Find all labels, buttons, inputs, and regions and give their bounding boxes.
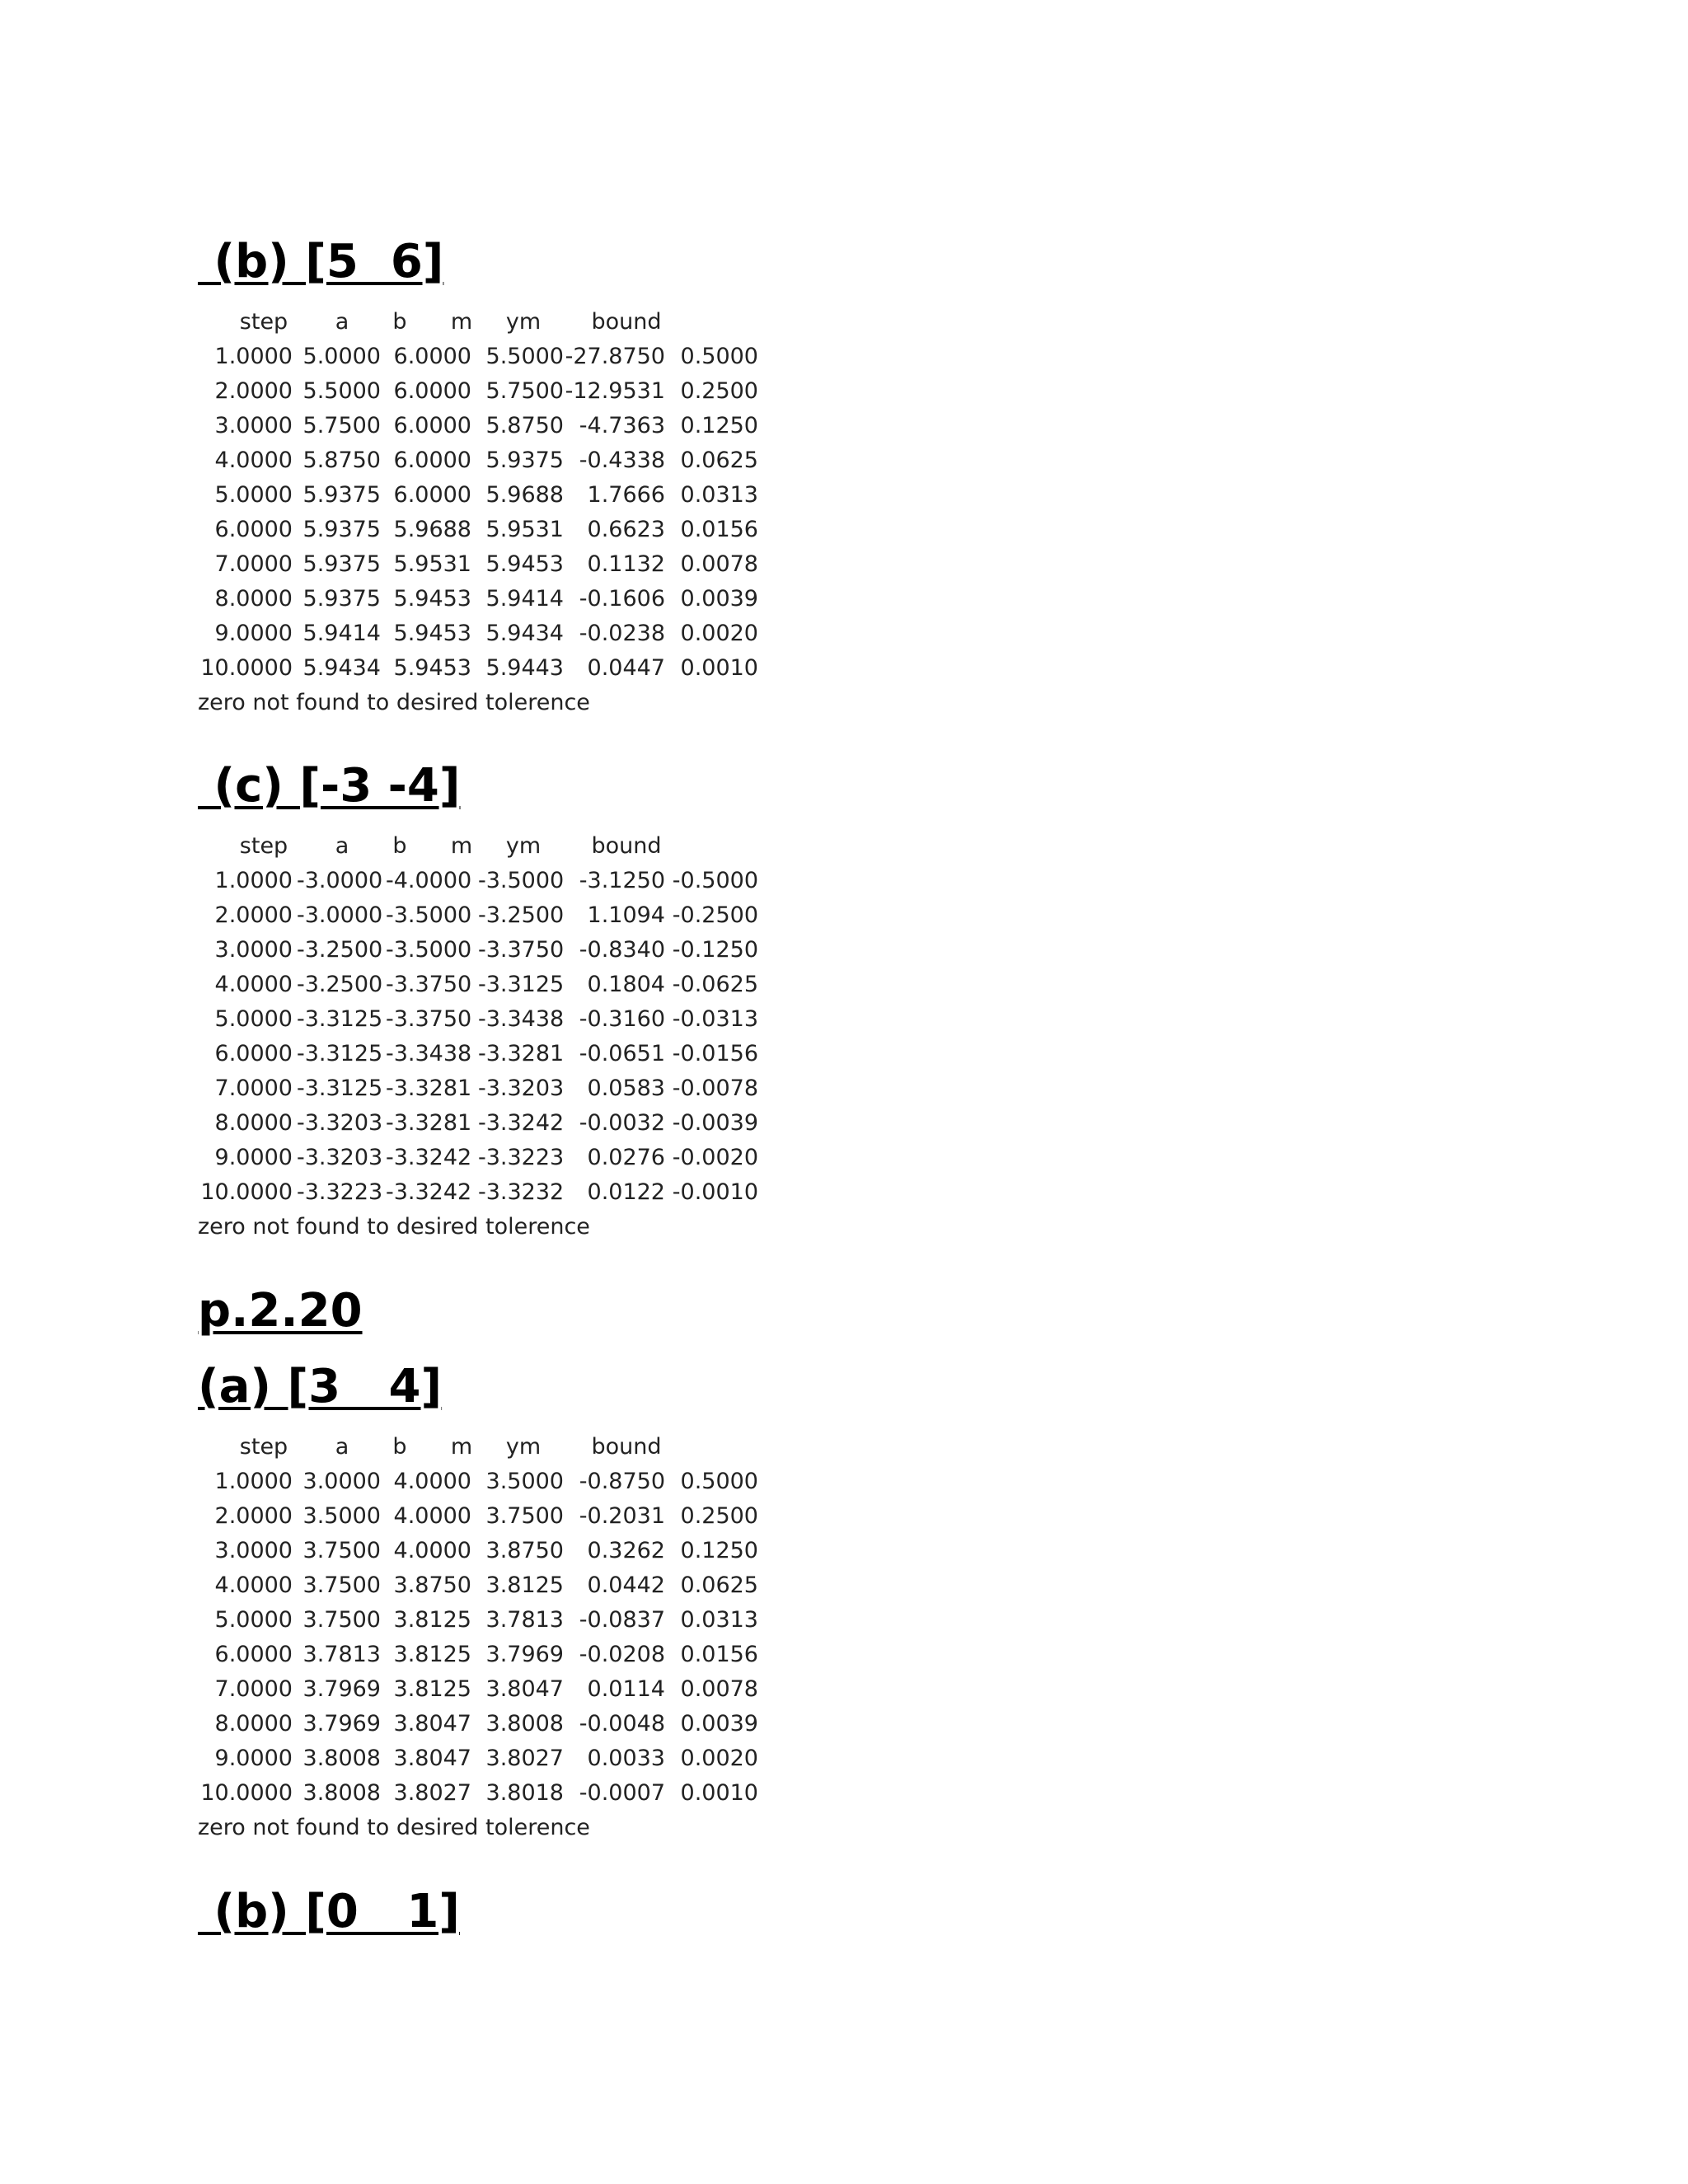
cell-step: 7.0000 xyxy=(214,551,293,577)
section-heading-b-5-6: (b) [5 6] xyxy=(198,235,444,288)
cell-a: -3.3125 xyxy=(297,1041,383,1066)
column-header-ym: ym xyxy=(505,1434,542,1460)
cell-ym: 0.6623 xyxy=(587,517,665,542)
column-header-a: a xyxy=(335,833,349,859)
cell-b: -3.5000 xyxy=(386,937,472,963)
table-header-row xyxy=(198,829,940,864)
cell-bound: -0.5000 xyxy=(672,868,758,893)
cell-ym: -0.0208 xyxy=(579,1642,665,1667)
column-header-ym: ym xyxy=(505,833,542,859)
cell-bound: 0.0039 xyxy=(680,586,758,612)
table-row xyxy=(198,1175,940,1210)
cell-a: 3.8008 xyxy=(302,1746,381,1771)
cell-bound: -0.0039 xyxy=(672,1110,758,1136)
cell-a: -3.0000 xyxy=(297,902,383,928)
cell-b: -3.3242 xyxy=(386,1179,472,1205)
cell-bound: 0.0156 xyxy=(680,517,758,542)
cell-a: 3.7500 xyxy=(302,1572,381,1598)
cell-step: 8.0000 xyxy=(214,586,293,612)
cell-b: 3.8125 xyxy=(393,1676,471,1702)
column-header-bound: bound xyxy=(591,833,662,859)
cell-a: -3.2500 xyxy=(297,937,383,963)
cell-ym: 0.1804 xyxy=(587,972,665,997)
bisection-table-c-neg3-neg4 xyxy=(198,829,940,1244)
cell-step: 2.0000 xyxy=(214,902,293,928)
table-body xyxy=(198,1465,940,1811)
cell-a: 3.8008 xyxy=(302,1780,381,1806)
cell-b: -3.3281 xyxy=(386,1076,472,1101)
cell-a: 5.8750 xyxy=(302,448,381,473)
cell-bound: 0.0020 xyxy=(680,621,758,646)
cell-ym: -0.4338 xyxy=(579,448,665,473)
table-row xyxy=(198,1568,940,1603)
cell-b: 5.9453 xyxy=(393,655,471,681)
cell-step: 9.0000 xyxy=(214,1145,293,1170)
table-row xyxy=(198,1741,940,1776)
cell-step: 7.0000 xyxy=(214,1076,293,1101)
table-row xyxy=(198,1002,940,1037)
section-heading-c-neg3-neg4: (c) [-3 -4] xyxy=(198,759,461,813)
cell-m: 5.9414 xyxy=(485,586,564,612)
cell-bound: -0.0625 xyxy=(672,972,758,997)
cell-bound: 0.0625 xyxy=(680,448,758,473)
cell-ym: 0.3262 xyxy=(587,1538,665,1563)
cell-bound: 0.1250 xyxy=(680,413,758,438)
cell-bound: 0.0625 xyxy=(680,1572,758,1598)
table-row xyxy=(198,1037,940,1071)
cell-m: 5.9688 xyxy=(485,482,564,508)
cell-a: 5.0000 xyxy=(302,344,381,369)
tolerance-note: zero not found to desired tolerence xyxy=(198,1214,590,1240)
cell-m: -3.3232 xyxy=(478,1179,565,1205)
tolerance-note: zero not found to desired tolerence xyxy=(198,690,590,715)
table-row xyxy=(198,864,940,898)
cell-a: 3.7500 xyxy=(302,1538,381,1563)
cell-m: 5.7500 xyxy=(485,378,564,404)
column-header-ym: ym xyxy=(505,309,542,335)
cell-a: -3.0000 xyxy=(297,868,383,893)
cell-a: 3.7813 xyxy=(302,1642,381,1667)
table-row xyxy=(198,616,940,651)
cell-bound: 0.0010 xyxy=(680,1780,758,1806)
cell-ym: 0.0114 xyxy=(587,1676,665,1702)
cell-step: 6.0000 xyxy=(214,517,293,542)
cell-ym: -12.9531 xyxy=(565,378,665,404)
cell-step: 6.0000 xyxy=(214,1041,293,1066)
cell-bound: -0.0313 xyxy=(672,1006,758,1032)
problem-heading-p-2-20: p.2.20 xyxy=(198,1284,363,1338)
column-header-m: m xyxy=(450,1434,473,1460)
cell-bound: 0.0039 xyxy=(680,1711,758,1736)
cell-a: 5.9414 xyxy=(302,621,381,646)
table-row xyxy=(198,513,940,547)
cell-ym: 0.0276 xyxy=(587,1145,665,1170)
cell-m: 3.8018 xyxy=(485,1780,564,1806)
cell-m: 3.8008 xyxy=(485,1711,564,1736)
cell-ym: -27.8750 xyxy=(565,344,665,369)
cell-m: 5.8750 xyxy=(485,413,564,438)
cell-m: 3.7500 xyxy=(485,1503,564,1529)
column-header-b: b xyxy=(392,833,407,859)
bisection-table-b-5-6 xyxy=(198,305,940,720)
cell-m: 3.7969 xyxy=(485,1642,564,1667)
cell-m: 5.9375 xyxy=(485,448,564,473)
column-header-b: b xyxy=(392,309,407,335)
cell-m: 5.9434 xyxy=(485,621,564,646)
cell-b: 3.8027 xyxy=(393,1780,471,1806)
table-row xyxy=(198,1106,940,1141)
table-row xyxy=(198,374,940,409)
cell-step: 1.0000 xyxy=(214,868,293,893)
cell-step: 5.0000 xyxy=(214,1607,293,1633)
cell-a: -3.3223 xyxy=(297,1179,383,1205)
cell-m: 3.7813 xyxy=(485,1607,564,1633)
cell-a: -3.3203 xyxy=(297,1145,383,1170)
cell-bound: 0.0156 xyxy=(680,1642,758,1667)
table-row xyxy=(198,409,940,443)
cell-step: 2.0000 xyxy=(214,1503,293,1529)
cell-bound: 0.1250 xyxy=(680,1538,758,1563)
cell-b: 6.0000 xyxy=(393,448,471,473)
cell-ym: 0.0583 xyxy=(587,1076,665,1101)
cell-m: -3.2500 xyxy=(478,902,565,928)
column-header-m: m xyxy=(450,833,473,859)
table-row xyxy=(198,1672,940,1707)
cell-b: 3.8047 xyxy=(393,1746,471,1771)
cell-m: 5.9531 xyxy=(485,517,564,542)
cell-m: -3.3223 xyxy=(478,1145,565,1170)
cell-ym: -0.0837 xyxy=(579,1607,665,1633)
cell-bound: 0.0078 xyxy=(680,551,758,577)
table-row xyxy=(198,651,940,686)
cell-step: 7.0000 xyxy=(214,1676,293,1702)
cell-b: -3.3750 xyxy=(386,1006,472,1032)
cell-ym: -0.8340 xyxy=(579,937,665,963)
table-row xyxy=(198,1776,940,1811)
table-row xyxy=(198,1638,940,1672)
cell-step: 8.0000 xyxy=(214,1110,293,1136)
cell-b: 5.9688 xyxy=(393,517,471,542)
cell-b: 3.8125 xyxy=(393,1607,471,1633)
cell-a: 3.7969 xyxy=(302,1711,381,1736)
column-header-m: m xyxy=(450,309,473,335)
cell-a: 5.7500 xyxy=(302,413,381,438)
cell-ym: -0.1606 xyxy=(579,586,665,612)
cell-ym: 0.0033 xyxy=(587,1746,665,1771)
cell-bound: 0.0078 xyxy=(680,1676,758,1702)
cell-a: -3.3203 xyxy=(297,1110,383,1136)
cell-m: 3.5000 xyxy=(485,1469,564,1494)
cell-ym: 1.7666 xyxy=(587,482,665,508)
cell-ym: 0.0442 xyxy=(587,1572,665,1598)
cell-step: 5.0000 xyxy=(214,482,293,508)
table-row xyxy=(198,547,940,582)
cell-step: 5.0000 xyxy=(214,1006,293,1032)
cell-b: 4.0000 xyxy=(393,1503,471,1529)
cell-bound: -0.1250 xyxy=(672,937,758,963)
cell-m: -3.3438 xyxy=(478,1006,565,1032)
cell-step: 1.0000 xyxy=(214,1469,293,1494)
cell-b: -3.3750 xyxy=(386,972,472,997)
cell-ym: -0.8750 xyxy=(579,1469,665,1494)
cell-b: 4.0000 xyxy=(393,1538,471,1563)
cell-m: -3.3242 xyxy=(478,1110,565,1136)
tolerance-note: zero not found to desired tolerence xyxy=(198,1815,590,1840)
cell-b: 5.9531 xyxy=(393,551,471,577)
cell-ym: -4.7363 xyxy=(579,413,665,438)
column-header-a: a xyxy=(335,309,349,335)
cell-a: 5.9434 xyxy=(302,655,381,681)
cell-m: 5.5000 xyxy=(485,344,564,369)
cell-step: 3.0000 xyxy=(214,413,293,438)
cell-b: -3.3281 xyxy=(386,1110,472,1136)
cell-step: 4.0000 xyxy=(214,1572,293,1598)
cell-m: 5.9443 xyxy=(485,655,564,681)
column-header-a: a xyxy=(335,1434,349,1460)
cell-bound: -0.0078 xyxy=(672,1076,758,1101)
cell-m: 3.8125 xyxy=(485,1572,564,1598)
cell-a: 5.9375 xyxy=(302,517,381,542)
cell-m: -3.3203 xyxy=(478,1076,565,1101)
cell-b: -3.5000 xyxy=(386,902,472,928)
cell-step: 10.0000 xyxy=(200,1780,293,1806)
table-row xyxy=(198,1071,940,1106)
cell-a: -3.3125 xyxy=(297,1076,383,1101)
table-row xyxy=(198,1465,940,1499)
cell-m: 3.8750 xyxy=(485,1538,564,1563)
cell-a: 5.5000 xyxy=(302,378,381,404)
cell-b: 6.0000 xyxy=(393,413,471,438)
cell-a: 5.9375 xyxy=(302,551,381,577)
cell-ym: 0.1132 xyxy=(587,551,665,577)
cell-a: 3.0000 xyxy=(302,1469,381,1494)
cell-ym: 1.1094 xyxy=(587,902,665,928)
table-body xyxy=(198,864,940,1210)
cell-bound: -0.0156 xyxy=(672,1041,758,1066)
cell-a: 3.7969 xyxy=(302,1676,381,1702)
table-row xyxy=(198,1534,940,1568)
bisection-table-a-3-4 xyxy=(198,1430,940,1845)
cell-b: -4.0000 xyxy=(386,868,472,893)
cell-bound: 0.0010 xyxy=(680,655,758,681)
cell-bound: 0.5000 xyxy=(680,1469,758,1494)
cell-a: 5.9375 xyxy=(302,586,381,612)
table-row xyxy=(198,1141,940,1175)
cell-step: 10.0000 xyxy=(200,1179,293,1205)
cell-b: 3.8047 xyxy=(393,1711,471,1736)
cell-m: 5.9453 xyxy=(485,551,564,577)
cell-b: 4.0000 xyxy=(393,1469,471,1494)
cell-step: 2.0000 xyxy=(214,378,293,404)
table-row xyxy=(198,1707,940,1741)
cell-bound: 0.0313 xyxy=(680,482,758,508)
cell-ym: -0.2031 xyxy=(579,1503,665,1529)
cell-bound: 0.2500 xyxy=(680,378,758,404)
cell-step: 1.0000 xyxy=(214,344,293,369)
cell-m: -3.3125 xyxy=(478,972,565,997)
cell-m: -3.5000 xyxy=(478,868,565,893)
cell-b: 5.9453 xyxy=(393,621,471,646)
column-header-step: step xyxy=(239,309,288,335)
cell-bound: -0.0020 xyxy=(672,1145,758,1170)
section-heading-a-3-4: (a) [3 4] xyxy=(198,1360,443,1413)
cell-b: 5.9453 xyxy=(393,586,471,612)
cell-ym: -0.3160 xyxy=(579,1006,665,1032)
cell-ym: -0.0007 xyxy=(579,1780,665,1806)
table-row xyxy=(198,1499,940,1534)
cell-ym: -0.0048 xyxy=(579,1711,665,1736)
table-header-row xyxy=(198,305,940,340)
cell-m: 3.8027 xyxy=(485,1746,564,1771)
column-header-b: b xyxy=(392,1434,407,1460)
cell-step: 3.0000 xyxy=(214,937,293,963)
table-row xyxy=(198,582,940,616)
cell-m: 3.8047 xyxy=(485,1676,564,1702)
table-row xyxy=(198,1603,940,1638)
table-row xyxy=(198,933,940,968)
column-header-step: step xyxy=(239,1434,288,1460)
cell-bound: 0.0313 xyxy=(680,1607,758,1633)
table-row xyxy=(198,478,940,513)
cell-step: 4.0000 xyxy=(214,448,293,473)
cell-ym: -0.0238 xyxy=(579,621,665,646)
cell-bound: 0.0020 xyxy=(680,1746,758,1771)
cell-b: 3.8750 xyxy=(393,1572,471,1598)
table-body xyxy=(198,340,940,686)
cell-step: 4.0000 xyxy=(214,972,293,997)
cell-step: 3.0000 xyxy=(214,1538,293,1563)
cell-ym: 0.0122 xyxy=(587,1179,665,1205)
cell-m: -3.3281 xyxy=(478,1041,565,1066)
cell-a: -3.2500 xyxy=(297,972,383,997)
cell-bound: 0.5000 xyxy=(680,344,758,369)
cell-bound: 0.2500 xyxy=(680,1503,758,1529)
column-header-bound: bound xyxy=(591,1434,662,1460)
cell-b: 3.8125 xyxy=(393,1642,471,1667)
table-row xyxy=(198,898,940,933)
cell-b: 6.0000 xyxy=(393,344,471,369)
cell-ym: -3.1250 xyxy=(579,868,665,893)
cell-bound: -0.2500 xyxy=(672,902,758,928)
table-row xyxy=(198,968,940,1002)
cell-b: -3.3438 xyxy=(386,1041,472,1066)
cell-step: 9.0000 xyxy=(214,1746,293,1771)
cell-m: -3.3750 xyxy=(478,937,565,963)
cell-b: 6.0000 xyxy=(393,482,471,508)
table-header-row xyxy=(198,1430,940,1465)
cell-bound: -0.0010 xyxy=(672,1179,758,1205)
cell-ym: -0.0032 xyxy=(579,1110,665,1136)
cell-a: 3.5000 xyxy=(302,1503,381,1529)
cell-b: -3.3242 xyxy=(386,1145,472,1170)
cell-a: -3.3125 xyxy=(297,1006,383,1032)
table-row xyxy=(198,443,940,478)
cell-a: 3.7500 xyxy=(302,1607,381,1633)
cell-ym: 0.0447 xyxy=(587,655,665,681)
cell-ym: -0.0651 xyxy=(579,1041,665,1066)
cell-step: 6.0000 xyxy=(214,1642,293,1667)
section-heading-b-0-1: (b) [0 1] xyxy=(198,1885,460,1938)
column-header-step: step xyxy=(239,833,288,859)
column-header-bound: bound xyxy=(591,309,662,335)
cell-step: 10.0000 xyxy=(200,655,293,681)
cell-b: 6.0000 xyxy=(393,378,471,404)
cell-a: 5.9375 xyxy=(302,482,381,508)
cell-step: 8.0000 xyxy=(214,1711,293,1736)
table-row xyxy=(198,340,940,374)
cell-step: 9.0000 xyxy=(214,621,293,646)
